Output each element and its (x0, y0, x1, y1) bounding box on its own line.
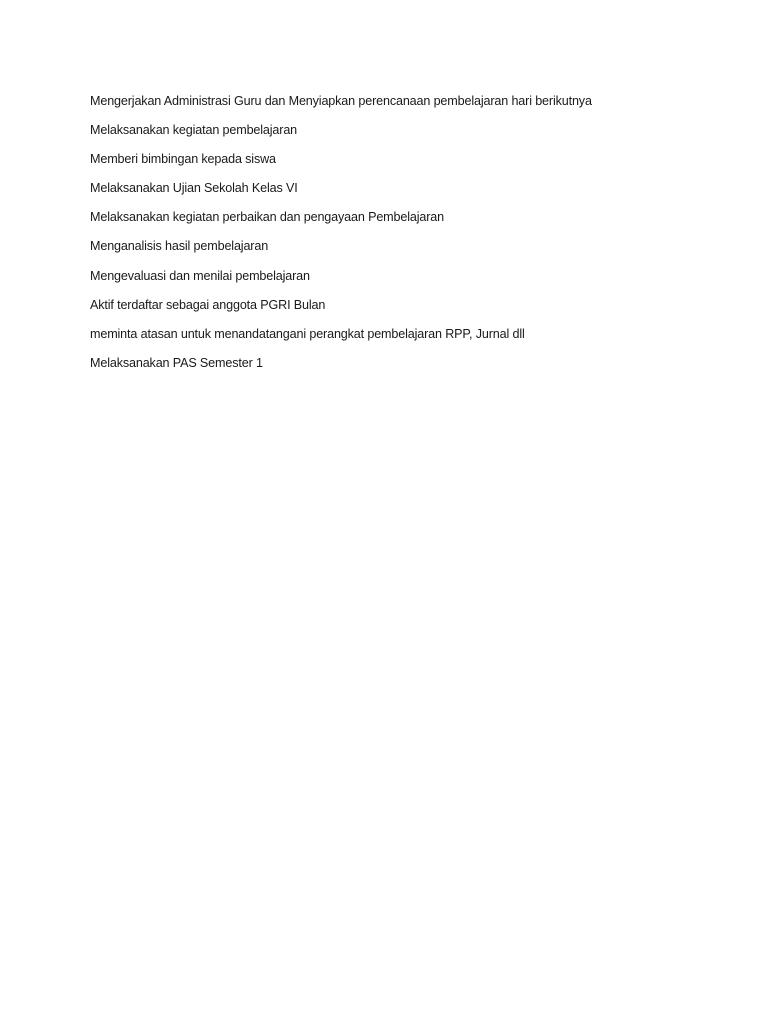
text-line-10: Melaksanakan PAS Semester 1 (90, 355, 263, 370)
text-line-2: Melaksanakan kegiatan pembelajaran (90, 123, 298, 138)
text-line-4: Melaksanakan Ujian Sekolah Kelas VI (90, 181, 298, 196)
text-line-3: Memberi bimbingan kepada siswa (90, 152, 276, 167)
text-line-5: Melaksanakan kegiatan perbaikan dan pengayaan Pembelajaran (90, 210, 444, 225)
document-body (90, 92, 730, 383)
text-line-6: Menganalisis hasil pembelajaran (90, 239, 269, 254)
text-line-7: Mengevaluasi dan menilai pembelajaran (90, 268, 310, 283)
text-line-9: meminta atasan untuk menandatangani perangkat pembelajaran RPP, Jurnal dll (90, 326, 525, 341)
text-line-8: Aktif terdaftar sebagai anggota PGRI Bulan (90, 297, 326, 312)
text-line-1: Mengerjakan Administrasi Guru dan Menyiapkan perencanaan pembelajaran hari berikutnya (90, 94, 592, 108)
